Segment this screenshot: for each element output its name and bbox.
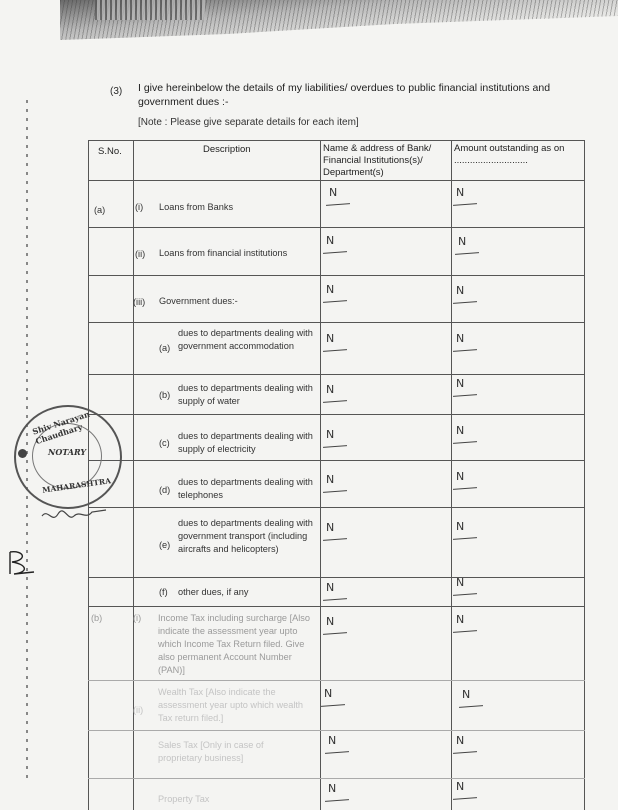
row-line xyxy=(88,507,585,508)
row-line xyxy=(88,680,585,681)
row-sub-c-text: dues to departments dealing with supply of electricity xyxy=(178,431,313,454)
row-sub-c-label: (c) xyxy=(159,438,170,448)
row-line xyxy=(88,227,585,228)
mark-name-sub-e: N xyxy=(326,522,354,540)
stamp-top-text: Shiv Narayan Chaudhary xyxy=(31,408,91,447)
mark-amount-b-ii: N xyxy=(462,689,490,707)
mark-name-sub-d: N xyxy=(326,474,354,492)
row-iii-label: (iii) xyxy=(133,297,146,307)
mark-name-b-iv: N xyxy=(328,783,356,801)
header-bottom-line xyxy=(88,180,585,181)
mark-name-b-i: N xyxy=(326,616,354,634)
section-note: [Note : Please give separate details for each item] xyxy=(138,117,359,128)
row-sub-d-label: (d) xyxy=(159,485,171,495)
row-sub-f-label: (f) xyxy=(159,587,168,597)
row-i-text: Loans from Banks xyxy=(159,202,234,212)
mark-name-sub-b: N xyxy=(326,384,354,402)
mark-name-sub-c: N xyxy=(326,429,354,447)
mark-amount-sub-e: N xyxy=(456,521,484,539)
mark-name-b-ii: N xyxy=(324,688,352,706)
section-heading: I give hereinbelow the details of my liabilities/ overdues to public financial institutions and government dues :- xyxy=(138,82,551,108)
section-number: (3) xyxy=(110,86,123,97)
mark-name-sub-a: N xyxy=(326,333,354,351)
row-line xyxy=(88,778,585,779)
header-sno: S.No. xyxy=(98,146,122,157)
header-amount: Amount outstanding as on ............................ xyxy=(454,143,565,166)
stamp-bottom-text: MAHARASHTRA xyxy=(41,476,112,495)
row-sub-b-text: dues to departments dealing with supply of water xyxy=(178,383,313,406)
col-divider-desc xyxy=(320,140,321,810)
row-b-ii-text: Wealth Tax [Also indicate the assessment year upto which wealth Tax return filed.] xyxy=(158,687,304,723)
row-line xyxy=(88,374,585,375)
mark-name-ii: N xyxy=(326,235,354,253)
row-b-iv-text: Property Tax xyxy=(158,794,210,804)
col-divider-name xyxy=(451,140,452,810)
row-a-label: (a) xyxy=(94,205,106,215)
row-sub-e-text: dues to departments dealing with government transport (including aircrafts and helicopters) xyxy=(178,518,313,554)
row-line xyxy=(88,460,585,461)
mark-amount-ii: N xyxy=(458,236,486,254)
row-sub-b-label: (b) xyxy=(159,390,171,400)
row-ii-text: Loans from financial institutions xyxy=(159,248,288,258)
row-line xyxy=(88,322,585,323)
mark-amount-i: N xyxy=(456,187,484,205)
stamp-dot xyxy=(18,449,27,458)
notary-stamp xyxy=(14,405,122,509)
table-border-right xyxy=(584,140,585,810)
row-iii-text: Government dues:- xyxy=(159,296,238,306)
row-b-i-text: Income Tax including surcharge [Also indicate the assessment year upto which Income Tax Return filed. Give also permanent Account Number (PAN)] xyxy=(158,613,311,675)
row-ii-label: (ii) xyxy=(135,249,146,259)
mark-amount-sub-f: N xyxy=(456,577,484,595)
row-line xyxy=(88,414,585,415)
handwritten-initial xyxy=(4,548,40,578)
mark-amount-b-iv: N xyxy=(456,781,484,799)
row-i-label: (i) xyxy=(135,202,144,212)
row-sub-a-label: (a) xyxy=(159,343,171,353)
mark-amount-b-iii: N xyxy=(456,735,484,753)
liabilities-table xyxy=(88,140,585,810)
row-sub-a-text: dues to departments dealing with government accommodation xyxy=(178,328,313,351)
row-b-ii-label: (ii) xyxy=(133,705,144,715)
mark-amount-iii: N xyxy=(456,285,484,303)
row-line xyxy=(88,730,585,731)
row-line xyxy=(88,577,585,578)
row-sub-f-text: other dues, if any xyxy=(178,587,249,597)
mark-amount-b-i: N xyxy=(456,614,484,632)
header-description: Description xyxy=(203,144,251,155)
row-line xyxy=(88,606,585,607)
mark-name-b-iii: N xyxy=(328,735,356,753)
row-b-label: (b) xyxy=(91,613,103,623)
mark-name-iii: N xyxy=(326,284,354,302)
notary-signature xyxy=(40,504,110,530)
mark-amount-sub-c: N xyxy=(456,425,484,443)
row-b-i-label: (i) xyxy=(133,613,142,623)
table-top-line xyxy=(88,140,585,141)
row-line xyxy=(88,275,585,276)
scan-shadow-detail xyxy=(95,0,205,20)
header-name-address: Name & address of Bank/ Financial Institutions(s)/ Department(s) xyxy=(323,143,432,178)
mark-amount-sub-d: N xyxy=(456,471,484,489)
mark-amount-sub-a: N xyxy=(456,333,484,351)
mark-name-i: N xyxy=(329,187,357,205)
mark-amount-sub-b: N xyxy=(456,378,484,396)
row-b-iii-text: Sales Tax [Only in case of proprietary business] xyxy=(158,740,264,763)
row-sub-d-text: dues to departments dealing with telephones xyxy=(178,477,313,500)
mark-name-sub-f: N xyxy=(326,582,354,600)
stamp-middle-text: NOTARY xyxy=(48,447,87,457)
row-sub-e-label: (e) xyxy=(159,540,171,550)
